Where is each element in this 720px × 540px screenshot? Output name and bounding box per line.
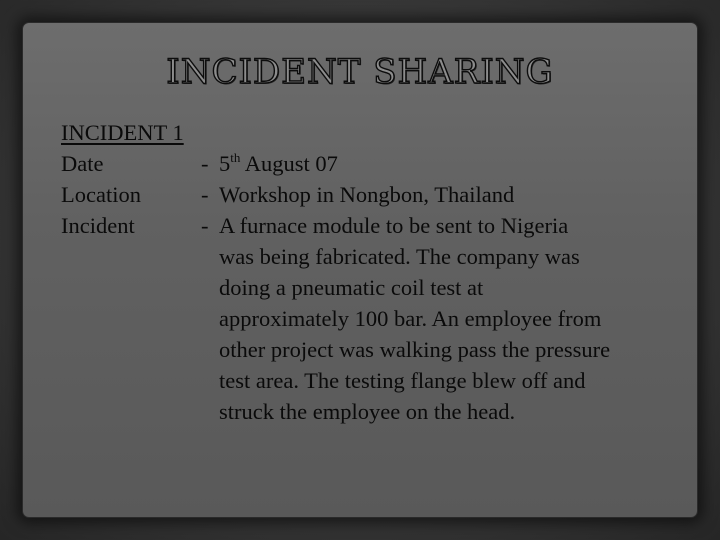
location-dash: - [201,182,209,207]
date-label: Date [61,151,104,176]
date-value [219,148,711,179]
incident-line: doing a pneumatic coil test at [219,275,484,300]
date-row [61,148,711,179]
slide-body [61,117,711,427]
incident-line: was being fabricated. The company was [219,244,580,269]
incident-dash: - [201,213,209,238]
date-dash: - [201,151,209,176]
incident-continuation [219,241,711,427]
incident-line: struck the employee on the head. [219,399,516,424]
incident-row [61,210,711,241]
incident-line: approximately 100 bar. An employee from [219,306,602,331]
incident-line: other project was walking pass the pressure [219,337,611,362]
incident-line: test area. The testing flange blew off and [219,368,586,393]
date-rest: August 07 [240,151,338,176]
date-ordinal: th [230,150,241,165]
slide-title: INCIDENT SHARING [166,52,554,92]
location-label: Location [61,182,141,207]
incident-description [219,210,711,241]
incident-line: A furnace module to be sent to Nigeria [219,213,569,238]
location-row [61,179,711,210]
date-day: 5 [219,151,231,176]
location-value: Workshop in Nongbon, Thailand [219,182,515,207]
incident-label: Incident [61,213,135,238]
incident-heading: INCIDENT 1 [61,120,184,145]
